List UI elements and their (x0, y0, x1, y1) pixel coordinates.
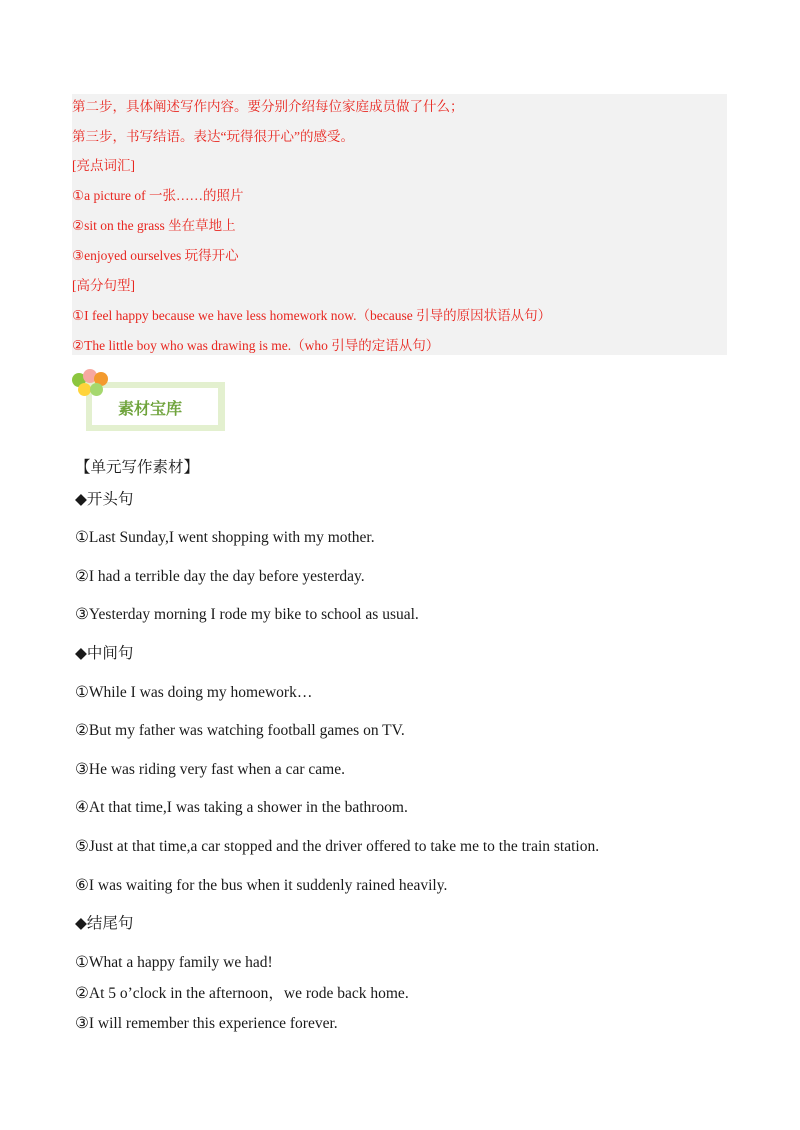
middle-item-5: ⑤Just at that time,a car stopped and the driver offered to take me to the train station. (75, 838, 600, 855)
opening-item-2: ②I had a terrible day the day before yesterday. (75, 568, 365, 585)
step-three-line: 第三步，书写结语。表达“玩得很开心”的感受。 (72, 129, 354, 144)
opening-title: ◆开头句 (75, 491, 134, 508)
vocab-item-1: ①a picture of 一张……的照片 (72, 188, 244, 203)
opening-item-3: ③Yesterday morning I rode my bike to school as usual. (75, 606, 419, 623)
middle-item-1: ①While I was doing my homework… (75, 684, 313, 701)
material-heading: 【单元写作素材】 (75, 459, 200, 476)
middle-item-2: ②But my father was watching football games on TV. (75, 722, 405, 739)
ending-item-3: ③I will remember this experience forever. (75, 1015, 338, 1032)
sentence-item-1: ①I feel happy because we have less homework now.（because 引导的原因状语从句） (72, 308, 552, 323)
sentence-item-2: ②The little boy who was drawing is me.（who 引导的定语从句） (72, 338, 440, 353)
step-two-line: 第二步，具体阐述写作内容。要分别介绍每位家庭成员做了什么； (72, 99, 464, 114)
middle-item-4: ④At that time,I was taking a shower in the bathroom. (75, 799, 408, 816)
material-banner (72, 369, 232, 435)
vocab-item-3: ③enjoyed ourselves 玩得开心 (72, 248, 239, 263)
banner-title: 素材宝库 (118, 399, 183, 418)
ending-title: ◆结尾句 (75, 915, 134, 932)
ending-item-1: ①What a happy family we had! (75, 954, 273, 971)
ending-item-2: ②At 5 o’clock in the afternoon，we rode back home. (75, 985, 409, 1002)
sentence-heading: [高分句型] (72, 278, 135, 293)
vocab-heading: [亮点词汇] (72, 158, 135, 173)
opening-item-1: ①Last Sunday,I went shopping with my mother. (75, 529, 375, 546)
middle-item-3: ③He was riding very fast when a car came. (75, 761, 345, 778)
vocab-item-2: ②sit on the grass 坐在草地上 (72, 218, 236, 233)
middle-item-6: ⑥I was waiting for the bus when it suddenly rained heavily. (75, 877, 448, 894)
middle-title: ◆中间句 (75, 645, 134, 662)
